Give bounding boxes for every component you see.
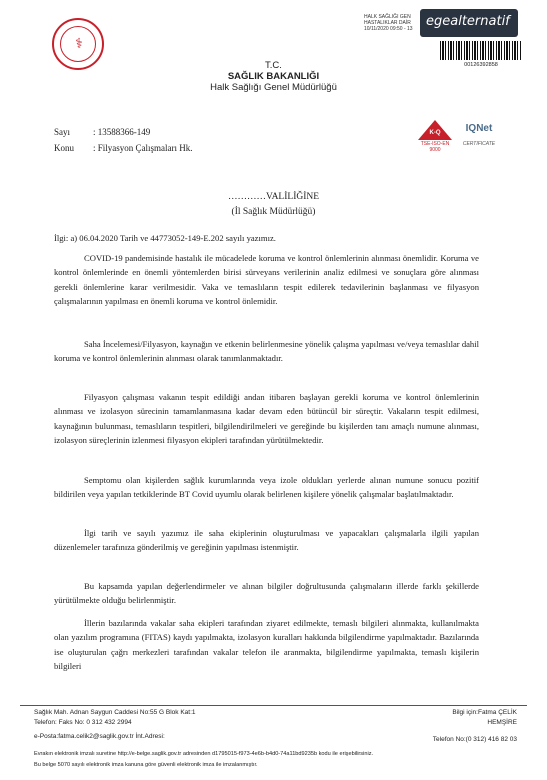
paragraph-7: İllerin bazılarında vakalar saha ekipleri tarafından ziyaret edilmekte, temaslı bilgileri alınmakta, kullanılmakta olan yazılım programına (FITAS) kaydı yapılmakta, izolasyon kuralları hakkında bilgilendirme yapılmaktadır. Bazılarında ise oluşturulan çağrı merkezleri tarafından vakalar telefon ile aranmakta, bilgilendirme yapılmakta, temaslı kişilerin bilgileri xyxy=(54,618,479,672)
paragraph-1: COVID-19 pandemisinde hastalık ile mücadelede koruma ve kontrol önlemlerinin alınması önemlidir. Koruma ve kontrol önlemlerinde en önemli yöntemlerden birisi sürveyans verilerinin analiz edilmesi ve sonuçlara göre alınması gerekli önlemlerine karar verilmesidir. Vaka ve temaslıların tespit edilerek tedavilerinin başlanması ve filyasyon çalışmalarının yapılması en önemli koruma ve kontrol önlemidir. xyxy=(54,253,479,307)
tse-certificate-logo xyxy=(418,120,452,152)
paragraph-6: Bu kapsamda yapılan değerlendirmeler ve alınan bilgiler doğrultusunda çalışmaların illerde farklı şekillerde yürütülmekte olduğu belirlenmiştir. xyxy=(54,581,479,606)
egealternatif-logo xyxy=(420,9,518,37)
header-department: Halk Sağlığı Genel Müdürlüğü xyxy=(210,82,337,93)
paragraph-5: İlgi tarih ve sayılı yazımız ile saha ekiplerinin oluşturulması ve yapacakları çalışmalarla ilgili yapılan düzenlemeler tarafınıza gönderilmiş ve gereğinin yapılması istenmiştir. xyxy=(54,528,479,553)
addressee-line-1: …………VALİLİĞİNE xyxy=(227,192,320,202)
footer-law-note: Bu belge 5070 sayılı elektronik imza kanuna göre güvenli elektronik imza ile imzalanmıştır. xyxy=(34,762,258,768)
ministry-seal: ⚕ xyxy=(52,18,104,70)
barcode-number: 00126392858 xyxy=(464,62,498,68)
header-ministry: SAĞLIK BAKANLIĞI xyxy=(227,71,320,82)
tse-num-text: 9000 xyxy=(429,147,441,152)
tse-mid-text: TSE-ISO-EN xyxy=(420,141,450,147)
konu-label: Konu xyxy=(54,143,74,153)
footer-title: HEMŞİRE xyxy=(487,719,517,726)
footer-email: e-Posta:fatma.celik2@saglik.gov.tr İnt.Adresi: xyxy=(34,733,165,740)
footer-phone-fax: Telefon: Faks No: 0 312 432 2994 xyxy=(34,719,132,726)
sayi-label: Sayı xyxy=(54,127,71,137)
sayi-value: : 13588366-149 xyxy=(93,127,151,137)
barcode xyxy=(440,41,522,60)
paragraph-3: Filyasyon çalışması vakanın tespit edildiği andan itibaren başlayan gerekli koruma ve kontrol önlemlerinin alınması ve izolasyon sürecinin tamamlanmasına kadar devam eden bütüncül bir süreçtir. Vakaların tespit edilmesi, kaynağının bulunması, temaslıların tespitleri, bilgilendirilmeleri ve gereğinde bu kişilerden tanı amaçlı numune alınması, izolasyon süreçlerinin izlenmesi filyasyon ekipleri tarafından yürütülmektedir. xyxy=(54,392,479,446)
ilgi-reference: İlgi: a) 06.04.2020 Tarih ve 44773052-149-E.202 sayılı yazımız. xyxy=(54,233,276,243)
iqnet-text: IQNet xyxy=(465,123,493,134)
paragraph-2: Saha İncelemesi/Filyasyon, kaynağın ve etkenin belirlenmesine yönelik çalışma yapılması ve/veya temaslılar dahil koruma ve kontrol önlemlerinin alınması olarak tanımlanmaktadır. xyxy=(54,339,479,364)
stamp-line-1: HALK SAĞLIĞI GEN xyxy=(364,14,411,20)
header-tc: T.C. xyxy=(265,60,282,71)
logo-text: egealternatif xyxy=(426,14,510,29)
footer-divider xyxy=(20,705,527,706)
iqnet-certificate-logo xyxy=(456,117,502,151)
footer-info-for: Bilgi için:Fatma ÇELİK xyxy=(452,709,517,716)
konu-value: : Filyasyon Çalışmaları Hk. xyxy=(93,143,193,153)
stamp-line-2: HASTALIKLAR DAİR xyxy=(364,20,411,26)
addressee-line-2: (İl Sağlık Müdürlüğü) xyxy=(231,207,316,217)
paragraph-4: Semptomu olan kişilerden sağlık kurumlarında veya izole oldukları yerlerde alınan numune sonucu pozitif bildirilen veya yapılan tetkiklerinde BT Covid uyumlu olarak belirlenen kişilere yönelik çalışmalar başlatılmaktadır. xyxy=(54,475,479,500)
iqnet-sub-text: CERTIFICATE xyxy=(462,141,496,147)
footer-verify-note: Evrakın elektronik imzalı suretine http://e-belge.saglik.gov.tr adresinden d1795015-f973-4e6b-b4d0-74a11bd9235b kodu ile erişebilirsiniz. xyxy=(34,751,374,757)
footer-phone: Telefon No:(0 312) 416 82 03 xyxy=(432,736,517,743)
tse-top-text: K-Q xyxy=(429,130,441,136)
footer-address: Sağlık Mah. Adnan Saygun Caddesi No:55 G Blok Kat:1 xyxy=(34,709,196,716)
stamp-line-3: 10/11/2020 09:50 - 13 xyxy=(364,26,413,32)
